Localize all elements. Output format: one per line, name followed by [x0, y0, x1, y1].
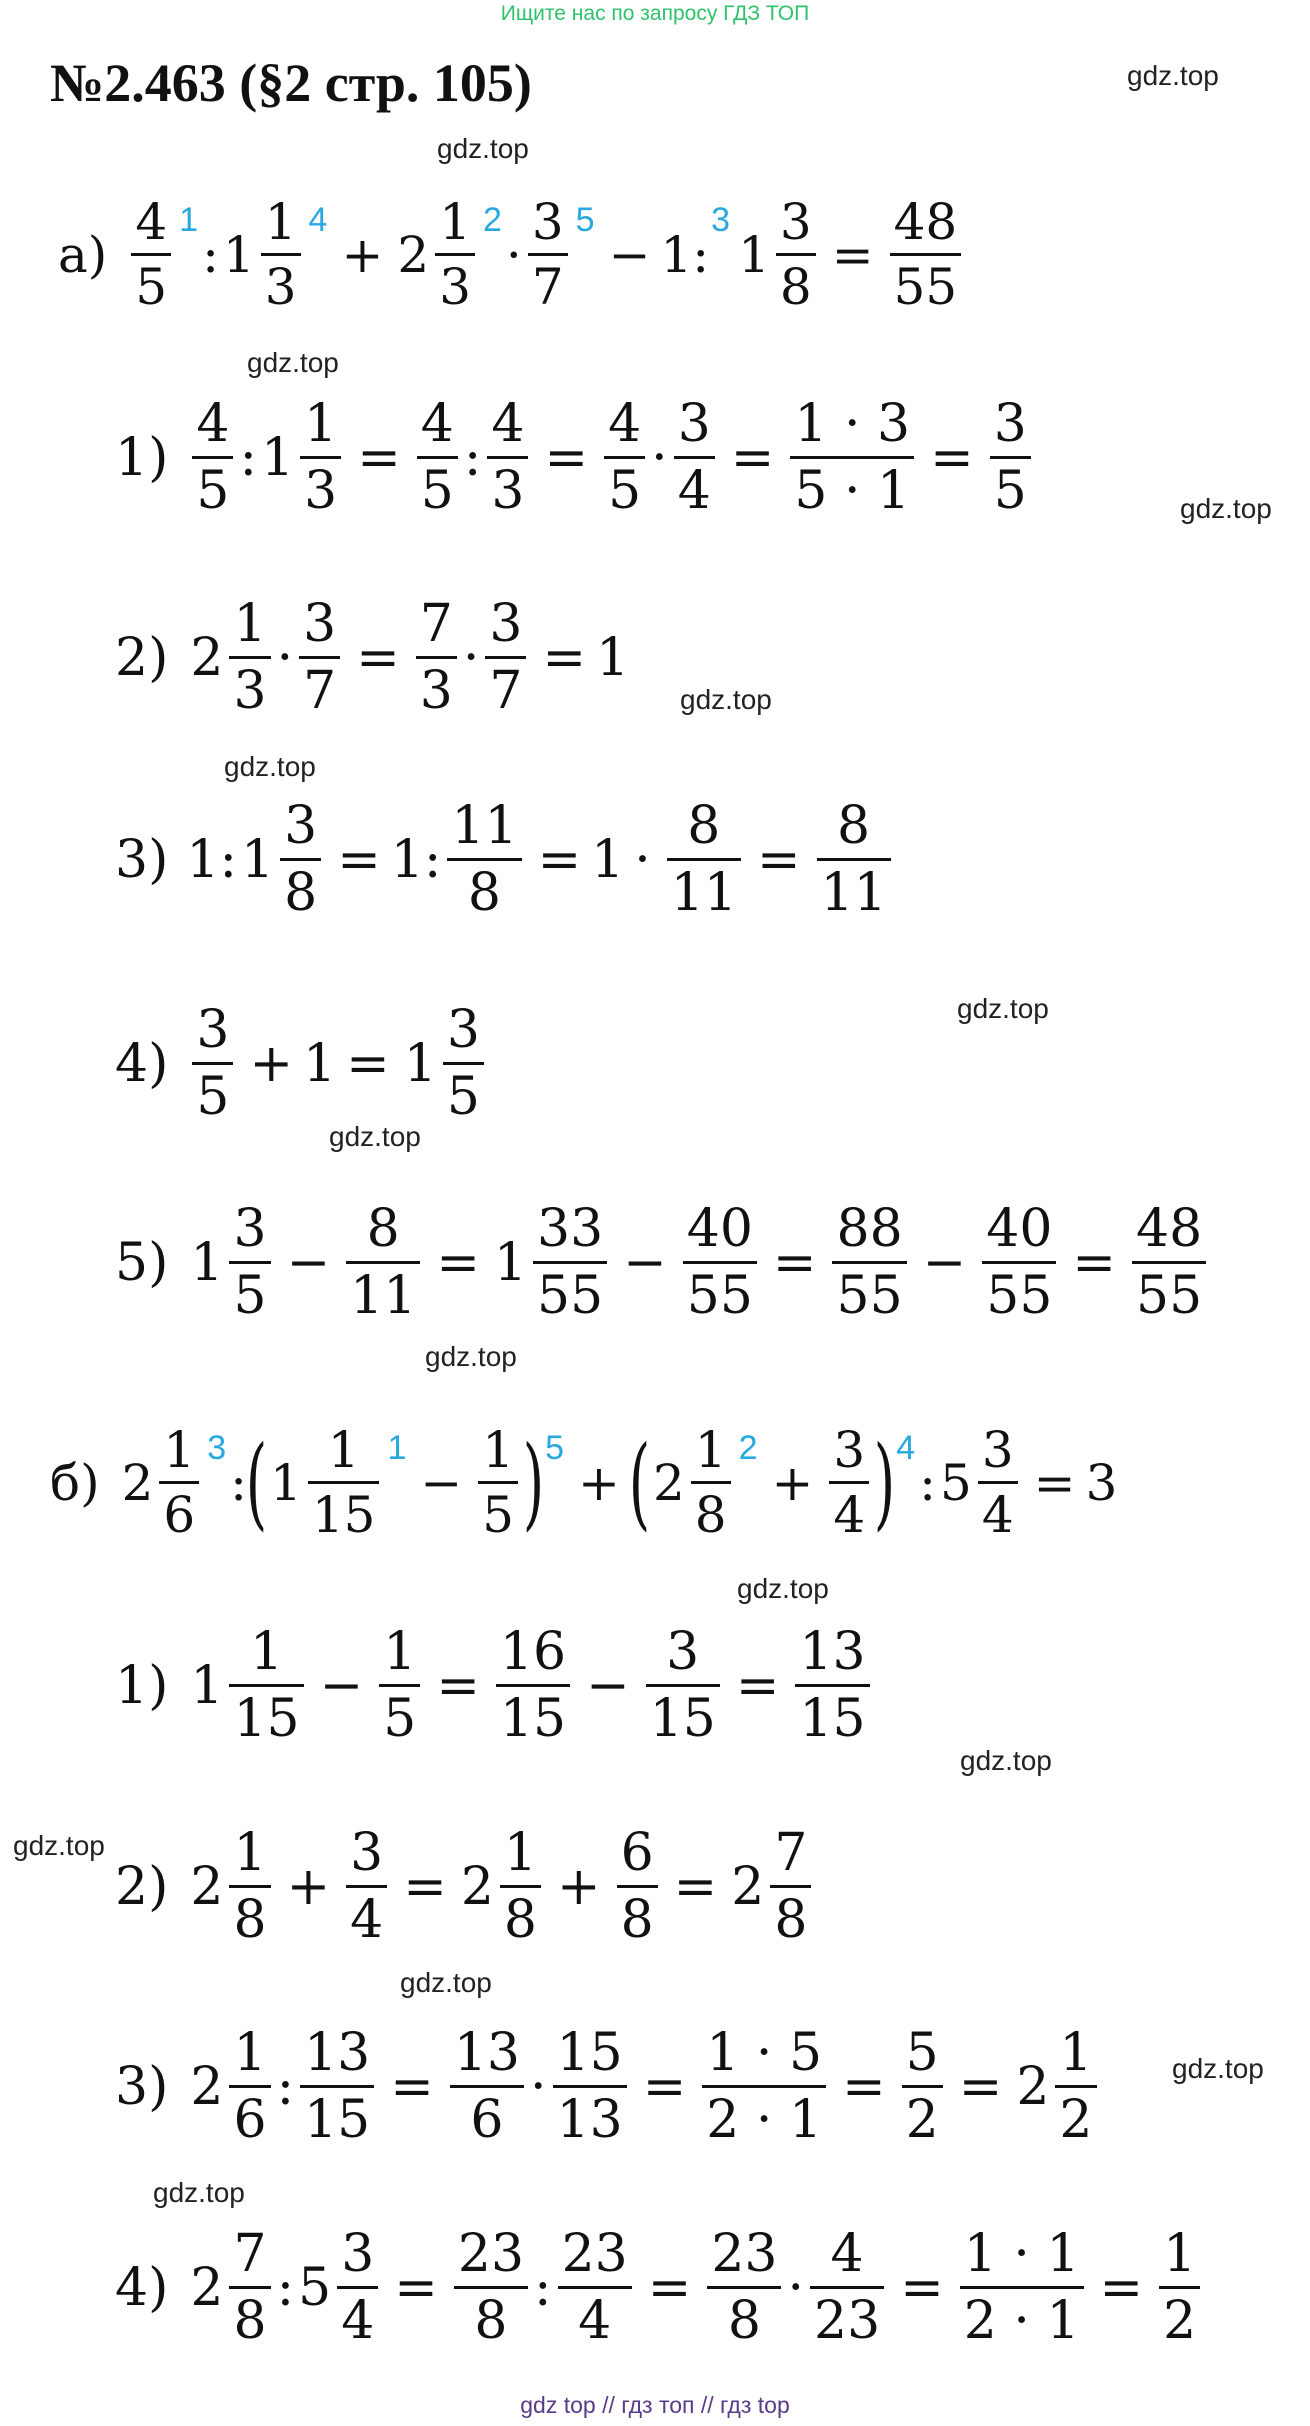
fraction: $\frac{7}{8}$ [770, 1827, 811, 1946]
fraction: $\frac{8}{11}$ [667, 800, 741, 919]
order-mark: 3 [711, 201, 731, 239]
order-mark: 4 [896, 1429, 916, 1467]
fraction: $\frac{48}{55}$ [890, 197, 962, 312]
fraction: $\frac{4}{5}$ [417, 398, 458, 517]
fraction: $\frac{1}{3}$ [261, 197, 301, 312]
fraction: $\frac{1}{2}$ [1055, 2027, 1096, 2146]
fraction: $\frac{3}{15}$ [646, 1626, 720, 1745]
fraction: $\frac{3}{5}$ [229, 1203, 270, 1322]
fraction: $\frac{40}{55}$ [683, 1203, 757, 1322]
fraction: $\frac{3}{4}$ [337, 2228, 378, 2347]
part-a-task [58, 193, 967, 316]
footer-links: gdz top // гдз топ // гдз top [520, 2392, 790, 2418]
fraction: $\frac{4}{5}$ [604, 398, 645, 517]
fraction: $\frac{4}{23}$ [810, 2228, 884, 2347]
operator: · [505, 225, 522, 284]
fraction: $\frac{3}{4}$ [674, 398, 715, 517]
watermark: gdz.top [680, 684, 772, 715]
step-label: 4) [115, 1033, 169, 1094]
fraction: $\frac{48}{55}$ [1132, 1203, 1206, 1322]
whole-part: 1 [222, 225, 255, 284]
fraction: $\frac{1}{15}$ [308, 1425, 380, 1540]
fraction: $\frac{23}{4}$ [558, 2228, 632, 2347]
step-b1: 1) 1 $\frac{1}{15}$ − $\frac{1}{5}$ = $\frac{16}{15}$ − $\frac{3}{15}$ = $\frac{13}{15}$ [115, 1626, 876, 1745]
watermark: gdz.top [400, 1967, 492, 1998]
watermark: gdz.top [957, 993, 1049, 1024]
fraction: $\frac{11}{8}$ [447, 800, 521, 919]
step-a4: 4) $\frac{3}{5}$ + 1 = 1 $\frac{3}{5}$ [115, 1004, 490, 1123]
whole-part: 2 [190, 627, 224, 688]
operator: − [608, 225, 651, 284]
watermark: gdz.top [437, 133, 529, 164]
fraction: $\frac{3}{8}$ [280, 800, 321, 919]
number: 1 [660, 225, 693, 284]
order-mark: 4 [308, 201, 328, 239]
fraction: $\frac{3}{5}$ [192, 1004, 233, 1123]
step-b3: 3) 2 $\frac{1}{6}$ : $\frac{13}{15}$ = $\frac{13}{6}$ · $\frac{15}{13}$ = $\frac{1 \cdot 5}{2 \cdot 1}$ = $\frac{5}{2}$ = 2 $\frac{1}{2}$ [115, 2027, 1103, 2146]
order-mark: 1 [387, 1429, 407, 1467]
fraction: $\frac{1}{15}$ [229, 1626, 303, 1745]
fraction: $\frac{8}{11}$ [346, 1203, 420, 1322]
fraction: $\frac{4}{3}$ [487, 398, 528, 517]
fraction: $\frac{8}{11}$ [817, 800, 891, 919]
whole-part: 1 [261, 427, 295, 488]
watermark: gdz.top [1180, 493, 1272, 524]
operator: : [202, 225, 219, 284]
step-label: 3) [115, 829, 169, 890]
fraction: $\frac{3}{5}$ [443, 1004, 484, 1123]
step-label: 2) [115, 1856, 169, 1917]
order-mark: 5 [575, 201, 595, 239]
fraction: $\frac{1}{8}$ [229, 1827, 270, 1946]
fraction: $\frac{3}{5}$ [990, 398, 1031, 517]
step-label: 2) [115, 627, 169, 688]
fraction: $\frac{7}{8}$ [229, 2228, 270, 2347]
fraction: $\frac{1}{3}$ [300, 398, 341, 517]
fraction: $\frac{1}{8}$ [691, 1425, 731, 1540]
step-a1: 1) $\frac{4}{5}$ : 1 $\frac{1}{3}$ = $\frac{4}{5}$ : $\frac{4}{3}$ = $\frac{4}{5}$ · $\frac{3}{4}$ = $\frac{1 \cdot 3}{5 \cdot 1}$ = $\frac{3}{5}$ [115, 398, 1037, 517]
step-a2: 2) 2 $\frac{1}{3}$ · $\frac{3}{7}$ = $\frac{7}{3}$ · $\frac{3}{7}$ = 1 [115, 594, 630, 721]
fraction: $\frac{3}{4}$ [346, 1827, 387, 1946]
whole-part: 1 [738, 225, 770, 284]
step-a3: 3) 1 : 1 $\frac{3}{8}$ = 1 : $\frac{11}{8}$ = 1 · $\frac{8}{11}$ = $\frac{8}{11}$ [115, 800, 897, 919]
result: 1 [596, 627, 630, 688]
watermark: gdz.top [153, 2177, 245, 2208]
order-mark: 5 [545, 1429, 565, 1467]
watermark: gdz.top [737, 1573, 829, 1604]
step-b4: 4) 2 $\frac{7}{8}$ : 5 $\frac{3}{4}$ = $\frac{23}{8}$ : $\frac{23}{4}$ = $\frac{23}{8}$ · $\frac{4}{23}$ = $\frac{1 \cdot 1}{2 \cdot 1}$ = $\frac{1}{2}$ [115, 2228, 1206, 2347]
step-b2: 2) 2 $\frac{1}{8}$ + $\frac{3}{4}$ = 2 $\frac{1}{8}$ + $\frac{6}{8}$ = 2 $\frac{7}{8}$ [115, 1827, 817, 1946]
fraction: $\frac{3}{4}$ [978, 1425, 1018, 1540]
step-label: 1) [115, 1655, 169, 1716]
whole-part: 1 [241, 829, 275, 890]
fraction: $\frac{1 \cdot 1}{2 \cdot 1}$ [960, 2228, 1084, 2347]
part-label: а) [58, 225, 108, 284]
operator: : [692, 225, 710, 284]
fraction: $\frac{1}{6}$ [159, 1425, 199, 1540]
fraction: $\frac{1 \cdot 3}{5 \cdot 1}$ [790, 398, 914, 517]
operator: + [341, 225, 384, 284]
watermark: gdz.top [13, 1830, 105, 1861]
watermark: gdz.top [425, 1341, 517, 1372]
order-mark: 1 [179, 201, 199, 239]
fraction: $\frac{3}{4}$ [829, 1425, 869, 1540]
watermark: gdz.top [329, 1121, 421, 1152]
fraction: $\frac{15}{13}$ [553, 2027, 627, 2146]
fraction: $\frac{23}{8}$ [707, 2228, 781, 2347]
part-label: б) [50, 1453, 100, 1512]
step-label: 4) [115, 2257, 169, 2318]
step-label: 5) [115, 1232, 169, 1293]
watermark: gdz.top [1127, 60, 1219, 91]
fraction: $\frac{1}{6}$ [229, 2027, 270, 2146]
whole-part: 2 [397, 225, 430, 284]
fraction: $\frac{4}{5}$ [192, 398, 233, 517]
fraction: $\frac{16}{15}$ [496, 1626, 570, 1745]
fraction: $\frac{1}{3}$ [435, 197, 475, 312]
watermark: gdz.top [247, 347, 339, 378]
fraction: $\frac{1 \cdot 5}{2 \cdot 1}$ [702, 2027, 826, 2146]
fraction: $\frac{1}{5}$ [379, 1626, 420, 1745]
step-label: 3) [115, 2056, 169, 2117]
fraction: $\frac{1}{3}$ [229, 598, 270, 717]
fraction: $\frac{3}{7}$ [528, 197, 568, 312]
watermark: gdz.top [224, 751, 316, 782]
fraction: $\frac{13}{6}$ [450, 2027, 524, 2146]
fraction: $\frac{3}{8}$ [776, 197, 816, 312]
fraction: $\frac{6}{8}$ [617, 1827, 658, 1946]
watermark: gdz.top [960, 1745, 1052, 1776]
fraction: $\frac{23}{8}$ [454, 2228, 528, 2347]
page-title: №2.463 (§2 стр. 105) [50, 53, 532, 113]
fraction: $\frac{1}{5}$ [478, 1425, 518, 1540]
fraction: $\frac{5}{2}$ [902, 2027, 943, 2146]
step-a5: 5) 1 $\frac{3}{5}$ − $\frac{8}{11}$ = 1 $\frac{33}{55}$ − $\frac{40}{55}$ = $\frac{88}{55}$ − $\frac{40}{55}$ = $\frac{48}{55}$ [115, 1203, 1212, 1322]
promo-banner: Ищите нас по запросу ГДЗ ТОП [500, 2, 810, 25]
fraction: $\frac{3}{7}$ [485, 598, 526, 717]
order-mark: 2 [738, 1429, 758, 1467]
part-b-task: б) 2 $\frac{1}{6}$ 3 : ( 1 $\frac{1}{15}$ 1 − $\frac{1}{5}$ ) 5 + ( 2 $\frac{1}{8}$ 2 + $\frac{3}{4}$ ) 4 : 5 $\frac{3}{4}$ = 3 [50, 1421, 1118, 1544]
fraction: $\frac{4}{5}$ [131, 197, 171, 312]
fraction: $\frac{3}{7}$ [299, 598, 340, 717]
whole-part: 1 [403, 1033, 437, 1094]
fraction: $\frac{88}{55}$ [832, 1203, 906, 1322]
result: 3 [1085, 1453, 1118, 1512]
fraction: $\frac{1}{8}$ [500, 1827, 541, 1946]
fraction: $\frac{13}{15}$ [300, 2027, 374, 2146]
step-label: 1) [115, 427, 169, 488]
fraction: $\frac{33}{55}$ [533, 1203, 607, 1322]
fraction: $\frac{40}{55}$ [982, 1203, 1056, 1322]
order-mark: 2 [483, 201, 502, 239]
operator: = [831, 225, 874, 284]
fraction: $\frac{7}{3}$ [416, 598, 457, 717]
watermark: gdz.top [1172, 2053, 1264, 2084]
fraction: $\frac{1}{2}$ [1159, 2228, 1200, 2347]
order-mark: 3 [207, 1429, 227, 1467]
fraction: $\frac{13}{15}$ [795, 1626, 869, 1745]
